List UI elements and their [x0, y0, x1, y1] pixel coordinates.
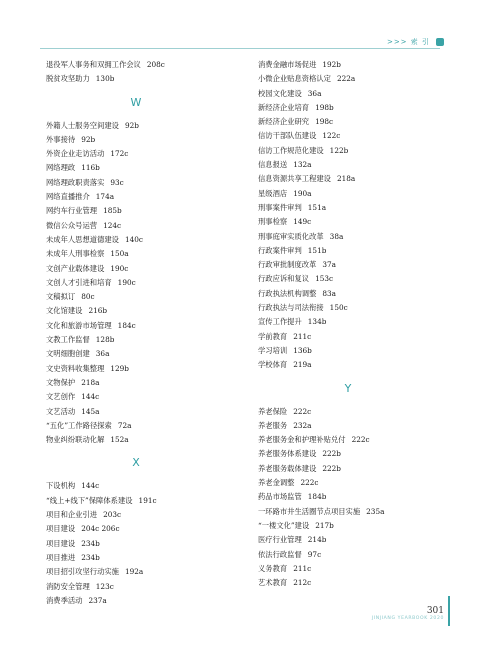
index-page-ref: 92b — [81, 134, 96, 144]
index-entry — [258, 433, 438, 447]
index-entry — [258, 548, 438, 562]
index-entry — [258, 505, 438, 519]
index-term: 养老服务金和护理补贴兑付 — [258, 435, 346, 445]
index-entry — [46, 433, 226, 447]
index-term: 学前教育 — [258, 331, 288, 341]
index-term: “五化”工作路径探索 — [46, 420, 112, 430]
page-footer — [372, 606, 444, 621]
index-page-ref: 92b — [124, 120, 139, 130]
index-term: 行政执法机构调整 — [258, 288, 317, 298]
index-page-ref: 204c 206c — [81, 524, 120, 534]
footer-subtitle: JINJIANG YEARBOOK 2020 — [371, 616, 444, 621]
index-entry — [46, 522, 226, 536]
index-page-ref: 212c — [293, 578, 312, 588]
index-term: 学校体育 — [258, 360, 288, 370]
index-page-ref: 72a — [117, 420, 132, 430]
index-term: 文艺活动 — [46, 406, 76, 416]
index-page-ref: 184c — [117, 320, 136, 330]
index-page-ref: 38a — [329, 231, 344, 241]
index-page-ref: 218a — [336, 174, 356, 184]
index-page-ref: 37a — [322, 260, 337, 270]
index-entry — [258, 144, 438, 158]
index-term: 校园文化建设 — [258, 88, 302, 98]
index-page-ref: 222c — [351, 435, 370, 445]
index-entry — [258, 272, 438, 286]
index-term: 项目建设 — [46, 524, 76, 534]
index-entry — [46, 219, 226, 233]
index-page-ref: 123c — [95, 581, 114, 591]
index-entry — [258, 129, 438, 143]
index-entry — [258, 344, 438, 358]
index-entry — [46, 304, 226, 318]
index-term: 小微企业贴息资格认定 — [258, 74, 331, 84]
index-page-ref: 36a — [307, 88, 322, 98]
index-page-ref: 116b — [81, 163, 100, 173]
index-term: 未成年人思想道德建设 — [46, 234, 119, 244]
index-page-ref: 97c — [307, 549, 322, 559]
index-entry — [46, 190, 226, 204]
index-page-ref: 222a — [336, 74, 356, 84]
index-entry — [46, 508, 226, 522]
index-column-left — [46, 58, 226, 608]
index-page-ref: 83a — [322, 288, 337, 298]
index-page-ref: 234b — [81, 538, 100, 548]
index-page-ref: 218a — [81, 377, 100, 387]
index-page-ref: 140c — [124, 234, 143, 244]
index-entry — [258, 258, 438, 272]
index-entry — [258, 72, 438, 86]
index-entry — [258, 115, 438, 129]
index-page-ref: 145a — [81, 406, 100, 416]
index-term: 物业纠纷联动化解 — [46, 435, 105, 445]
index-entry — [46, 204, 226, 218]
index-term: 文化馆建设 — [46, 306, 83, 316]
index-term: 项目招引攻坚行动实施 — [46, 567, 119, 577]
index-term: 依法行政监督 — [258, 549, 302, 559]
index-page-ref: 234b — [81, 552, 100, 562]
index-term: 养老服务体系建设 — [258, 449, 317, 459]
index-entry — [46, 262, 226, 276]
index-page-ref: 36a — [95, 349, 110, 359]
index-page-ref: 172c — [110, 149, 129, 159]
index-page-ref: 237a — [88, 595, 107, 605]
index-entry — [258, 562, 438, 576]
index-entry — [258, 301, 438, 315]
index-page-ref: 153c — [315, 274, 334, 284]
index-term: 文明细胞创建 — [46, 349, 90, 359]
index-term: 行政案件审判 — [258, 245, 302, 255]
index-entry — [46, 537, 226, 551]
index-term: 网约车行业管理 — [46, 206, 98, 216]
index-page-ref: 185b — [103, 206, 122, 216]
index-term: 刑事案件审判 — [258, 202, 302, 212]
index-entry — [258, 576, 438, 590]
index-page-ref: 190c — [117, 277, 136, 287]
index-page-ref: 122b — [329, 145, 349, 155]
index-page-ref: 80c — [81, 292, 95, 302]
index-term: 网络直播推介 — [46, 192, 90, 202]
index-term: 刑事检察 — [258, 217, 288, 227]
section-letter: X — [132, 456, 140, 470]
index-entry — [46, 176, 226, 190]
index-entry — [46, 551, 226, 565]
index-page-ref: 174a — [95, 192, 115, 202]
index-entry — [258, 462, 438, 476]
index-entry — [258, 519, 438, 533]
index-page-ref: 132a — [293, 160, 312, 170]
index-page-ref: 93c — [110, 177, 124, 187]
index-entry — [258, 230, 438, 244]
index-entry — [46, 133, 226, 147]
index-term: 文化和旅游市场管理 — [46, 320, 112, 330]
index-term: 网络理政 — [46, 163, 76, 173]
index-term: 学习培训 — [258, 345, 288, 355]
index-entry — [258, 87, 438, 101]
index-page-ref: 232a — [293, 420, 312, 430]
index-page-ref: 150a — [110, 249, 129, 259]
index-page-ref: 208c — [146, 60, 165, 69]
index-entry — [258, 315, 438, 329]
index-term: 项目建设 — [46, 538, 76, 548]
index-entry — [258, 405, 438, 419]
index-page-ref: 203c — [103, 510, 122, 520]
index-term: 外事接待 — [46, 134, 76, 144]
index-entry — [258, 187, 438, 201]
index-page-ref: 222c — [293, 406, 312, 416]
index-page-ref: 235a — [366, 506, 385, 516]
index-entry — [46, 233, 226, 247]
index-column-right — [258, 58, 438, 590]
index-entry — [46, 161, 226, 175]
index-entry — [46, 72, 226, 86]
index-term: 药品市场监管 — [258, 492, 302, 502]
footer-accent-bar — [448, 596, 450, 626]
index-entry — [46, 347, 226, 361]
index-page-ref: 130b — [95, 74, 115, 84]
index-page-ref: 124c — [103, 220, 122, 230]
index-term: 文物保护 — [46, 377, 76, 387]
index-page-ref: 198c — [315, 117, 334, 127]
index-page-ref: 128b — [95, 335, 115, 345]
index-term: 医疗行业管理 — [258, 535, 302, 545]
index-term: 网络理政职责落实 — [46, 177, 105, 187]
index-page-ref: 222c — [300, 478, 319, 488]
section-letter: Y — [344, 381, 352, 395]
index-page-ref: 214b — [307, 535, 327, 545]
index-entry — [46, 376, 226, 390]
index-term: 养老保险 — [258, 406, 288, 416]
index-page-ref: 198b — [315, 102, 334, 112]
index-page-ref: 192b — [322, 60, 341, 69]
index-entry — [258, 58, 438, 72]
section-letter: W — [130, 95, 142, 109]
running-header — [387, 36, 444, 48]
index-entry — [46, 319, 226, 333]
index-term: 下设机构 — [46, 481, 76, 491]
index-term: 文稿拟订 — [46, 292, 76, 302]
index-term: 项目和企业引进 — [46, 510, 98, 520]
index-entry — [258, 533, 438, 547]
index-term: 新经济企业培育 — [258, 102, 310, 112]
index-entry — [46, 565, 226, 579]
index-entry — [46, 390, 226, 404]
index-entry — [258, 419, 438, 433]
index-entry — [46, 147, 226, 161]
index-term: 养老金调整 — [258, 478, 295, 488]
index-term: 文创人才引进和培育 — [46, 277, 112, 287]
index-page-ref: 134b — [307, 317, 327, 327]
index-entry — [258, 215, 438, 229]
index-page-ref: 151a — [307, 202, 327, 212]
index-entry — [46, 494, 226, 508]
index-page-ref: 211c — [293, 563, 312, 573]
index-term: 未成年人刑事检察 — [46, 249, 105, 259]
index-entry — [258, 201, 438, 215]
header-rule — [40, 48, 440, 49]
index-entry — [258, 172, 438, 186]
index-entry — [258, 490, 438, 504]
page-number: 301 — [426, 606, 444, 616]
index-page-ref: 122c — [322, 131, 341, 141]
index-entry — [258, 244, 438, 258]
index-entry — [46, 362, 226, 376]
index-page-ref: 190a — [293, 188, 312, 198]
index-page-ref: 222b — [322, 463, 341, 473]
index-entry — [258, 330, 438, 344]
index-entry — [46, 247, 226, 261]
index-entry — [46, 405, 226, 419]
index-entry — [46, 479, 226, 493]
index-entry — [46, 333, 226, 347]
index-term: 行政审批制度改革 — [258, 260, 317, 270]
index-term: 项目推进 — [46, 552, 76, 562]
index-term: 信息报送 — [258, 160, 288, 170]
index-term: 刑事庭审实质化改革 — [258, 231, 324, 241]
index-entry — [46, 58, 226, 72]
index-page-ref: 216b — [88, 306, 108, 316]
index-term: 文艺创作 — [46, 392, 76, 402]
index-entry — [46, 290, 226, 304]
index-term: 文教工作监督 — [46, 335, 90, 345]
index-term: 消费金融市场促进 — [258, 60, 317, 69]
index-entry — [258, 101, 438, 115]
index-page-ref: 129b — [110, 363, 129, 373]
index-entry — [46, 580, 226, 594]
index-term: 养老服务载体建设 — [258, 463, 317, 473]
index-term: 微信公众号运营 — [46, 220, 98, 230]
index-term: 行政应诉和复议 — [258, 274, 310, 284]
index-term: 消防安全管理 — [46, 581, 90, 591]
index-page-ref: 219a — [293, 360, 312, 370]
index-page-ref: 152a — [110, 435, 129, 445]
index-term: 养老服务 — [258, 420, 288, 430]
index-term: 宣传工作提升 — [258, 317, 302, 327]
index-page-ref: 144c — [81, 481, 100, 491]
index-entry — [258, 158, 438, 172]
index-entry — [258, 476, 438, 490]
index-term: 文史资料收集整理 — [46, 363, 105, 373]
index-entry — [46, 594, 226, 608]
index-page-ref: 211c — [293, 331, 312, 341]
index-page-ref: 136b — [293, 345, 312, 355]
index-term: 义务教育 — [258, 563, 288, 573]
index-entry — [46, 419, 226, 433]
index-page-ref: 184b — [307, 492, 327, 502]
index-term: 消费季活动 — [46, 595, 83, 605]
header-badge-icon — [436, 38, 444, 46]
index-term: 艺术教育 — [258, 578, 288, 588]
index-term: 星级酒店 — [258, 188, 288, 198]
index-term: “线上+线下”保障体系建设 — [46, 495, 133, 505]
index-entry — [258, 447, 438, 461]
index-term: 文创产业载体建设 — [46, 263, 105, 273]
index-page-ref: 222b — [322, 449, 341, 459]
index-page-ref: 190c — [110, 263, 129, 273]
index-page-ref: 144c — [81, 392, 100, 402]
index-term: 退役军人事务和双拥工作会议 — [46, 60, 141, 69]
index-term: 信息资源共享工程建设 — [258, 174, 331, 184]
index-term: “一楼文化”建设 — [258, 520, 310, 530]
index-page-ref: 191c — [138, 495, 157, 505]
index-entry — [258, 287, 438, 301]
index-page-ref: 151b — [307, 245, 327, 255]
index-term: 一环路市井生活圈节点项目实施 — [258, 506, 361, 516]
index-term: 信访干部队伍建设 — [258, 131, 317, 141]
index-term: 新经济企业研究 — [258, 117, 310, 127]
index-entry — [46, 276, 226, 290]
index-term: 外资企业走访活动 — [46, 149, 105, 159]
index-term: 脱贫攻坚助力 — [46, 74, 90, 84]
index-term: 外籍人士服务空间建设 — [46, 120, 119, 130]
index-page-ref: 217b — [315, 520, 334, 530]
index-entry — [46, 119, 226, 133]
header-text: >>> 索 引 — [386, 38, 430, 46]
index-term: 行政执法与司法衔接 — [258, 303, 324, 313]
index-term: 信访工作规范化建设 — [258, 145, 324, 155]
index-page-ref: 149c — [293, 217, 312, 227]
index-page-ref: 150c — [329, 303, 348, 313]
index-entry — [258, 358, 438, 372]
index-page-ref: 192a — [124, 567, 144, 577]
